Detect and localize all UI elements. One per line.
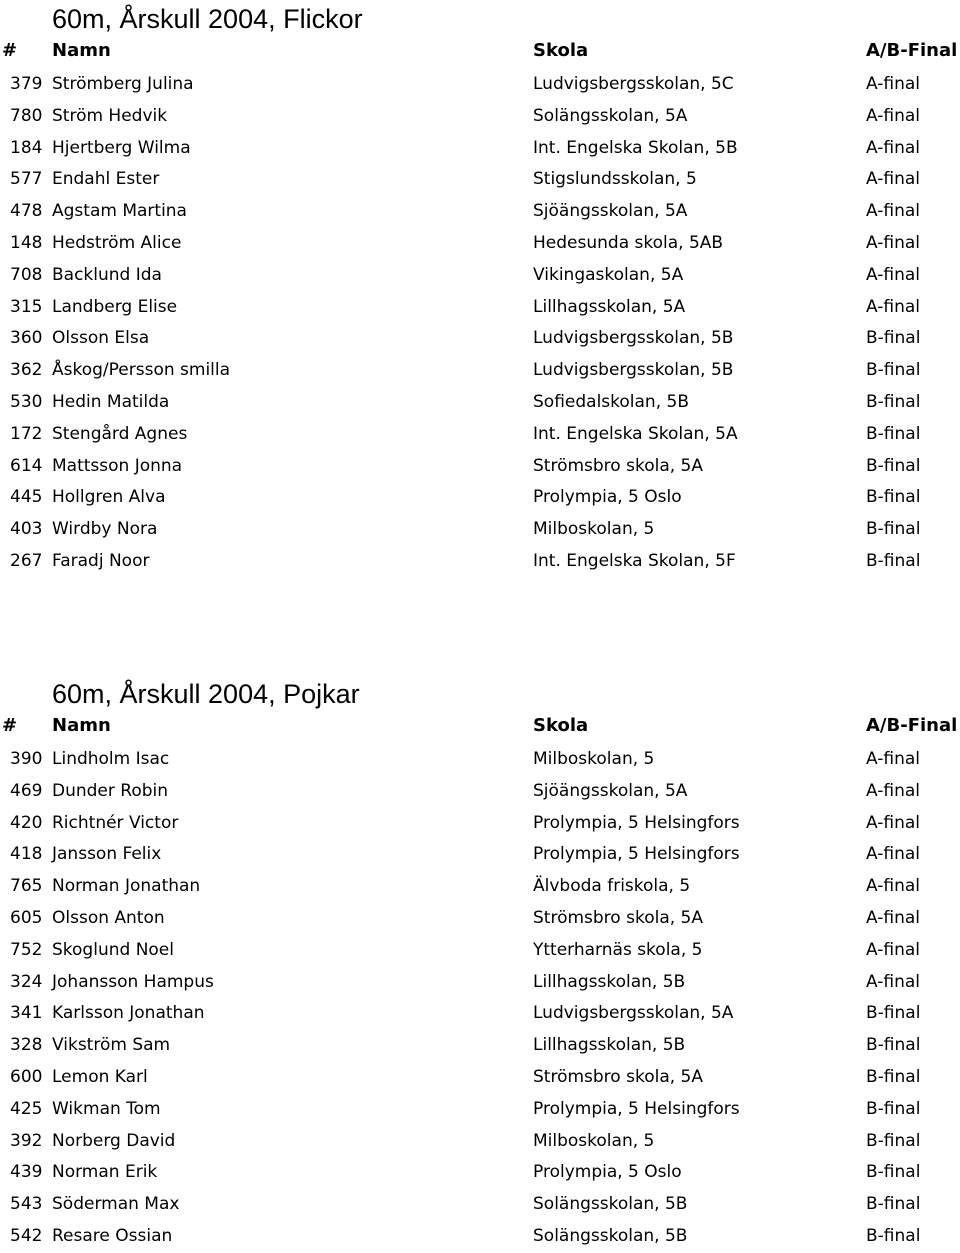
school-name: Prolympia, 5 Helsingfors <box>533 812 740 833</box>
school-name: Milboskolan, 5 <box>533 1130 655 1151</box>
bib-number: 267 <box>10 550 43 571</box>
final-assignment: B-final <box>866 1066 921 1087</box>
header-number: # <box>2 40 18 61</box>
school-name: Strömsbro skola, 5A <box>533 1066 703 1087</box>
athlete-name: Dunder Robin <box>52 780 169 801</box>
final-assignment: B-final <box>866 455 921 476</box>
table-row <box>0 935 960 967</box>
school-name: Älvboda friskola, 5 <box>533 876 691 897</box>
school-name: Lillhagsskolan, 5A <box>533 296 686 317</box>
bib-number: 439 <box>10 1162 43 1183</box>
header-school: Skola <box>533 40 589 61</box>
final-assignment: A-final <box>866 74 921 94</box>
final-assignment: A-final <box>866 780 921 801</box>
final-assignment: A-final <box>866 169 921 190</box>
bib-number: 420 <box>10 812 43 833</box>
bib-number: 172 <box>10 423 43 444</box>
section-title: 60m, Årskull 2004, Pojkar <box>52 679 360 709</box>
final-assignment: B-final <box>866 1003 921 1024</box>
school-name: Ludvigsbergsskolan, 5B <box>533 328 734 349</box>
school-name: Stigslundsskolan, 5 <box>533 169 697 190</box>
athlete-name: Richtnér Victor <box>52 812 179 833</box>
bib-number: 542 <box>10 1225 43 1246</box>
table-row <box>0 514 960 546</box>
athlete-name: Vikström Sam <box>52 1035 171 1056</box>
athlete-name: Lemon Karl <box>52 1066 148 1087</box>
final-assignment: B-final <box>866 423 921 444</box>
final-assignment: B-final <box>866 391 921 412</box>
school-name: Sofiedalskolan, 5B <box>533 391 689 412</box>
athlete-name: Söderman Max <box>52 1194 180 1215</box>
bib-number: 418 <box>10 844 43 865</box>
final-assignment: A-final <box>866 844 921 865</box>
school-name: Vikingaskolan, 5A <box>533 264 684 285</box>
table-row <box>0 1157 960 1189</box>
bib-number: 708 <box>10 264 43 285</box>
final-assignment: A-final <box>866 264 921 285</box>
school-name: Lillhagsskolan, 5B <box>533 971 686 992</box>
bib-number: 478 <box>10 201 43 222</box>
table-row <box>0 101 960 133</box>
table-row <box>0 355 960 387</box>
bib-number: 392 <box>10 1130 43 1151</box>
final-assignment: A-final <box>866 907 921 928</box>
athlete-name: Faradj Noor <box>52 550 150 571</box>
table-row <box>0 1094 960 1126</box>
athlete-name: Wikman Tom <box>52 1098 161 1119</box>
results-table <box>0 69 960 578</box>
final-assignment: A-final <box>866 201 921 222</box>
athlete-name: Hollgren Alva <box>52 487 166 508</box>
bib-number: 379 <box>10 74 43 94</box>
table-row <box>0 164 960 196</box>
school-name: Strömsbro skola, 5A <box>533 455 703 476</box>
final-assignment: B-final <box>866 360 921 381</box>
final-assignment: B-final <box>866 1194 921 1215</box>
header-number: # <box>2 715 18 736</box>
table-row <box>0 1062 960 1094</box>
school-name: Solängsskolan, 5B <box>533 1194 688 1215</box>
bib-number: 543 <box>10 1194 43 1215</box>
bib-number: 362 <box>10 360 43 381</box>
athlete-name: Wirdby Nora <box>52 519 158 540</box>
school-name: Sjöängsskolan, 5A <box>533 201 688 222</box>
bib-number: 425 <box>10 1098 43 1119</box>
bib-number: 577 <box>10 169 43 190</box>
table-row <box>0 1189 960 1221</box>
athlete-name: Stengård Agnes <box>52 423 188 444</box>
school-name: Ludvigsbergsskolan, 5C <box>533 74 734 94</box>
table-row <box>0 903 960 935</box>
table-header <box>0 36 960 66</box>
athlete-name: Karlsson Jonathan <box>52 1003 205 1024</box>
final-assignment: A-final <box>866 749 921 769</box>
final-assignment: B-final <box>866 519 921 540</box>
bib-number: 469 <box>10 780 43 801</box>
school-name: Hedesunda skola, 5AB <box>533 232 724 253</box>
athlete-name: Johansson Hampus <box>52 971 214 992</box>
school-name: Prolympia, 5 Oslo <box>533 487 682 508</box>
bib-number: 765 <box>10 876 43 897</box>
bib-number: 341 <box>10 1003 43 1024</box>
athlete-name: Skoglund Noel <box>52 939 174 960</box>
table-row <box>0 808 960 840</box>
bib-number: 390 <box>10 749 43 769</box>
athlete-name: Hedin Matilda <box>52 391 170 412</box>
table-row <box>0 871 960 903</box>
school-name: Prolympia, 5 Oslo <box>533 1162 682 1183</box>
table-row <box>0 196 960 228</box>
school-name: Prolympia, 5 Helsingfors <box>533 844 740 865</box>
athlete-name: Endahl Ester <box>52 169 160 190</box>
school-name: Strömsbro skola, 5A <box>533 907 703 928</box>
athlete-name: Norman Jonathan <box>52 876 201 897</box>
school-name: Int. Engelska Skolan, 5F <box>533 550 736 571</box>
header-name: Namn <box>52 40 111 61</box>
athlete-name: Lindholm Isac <box>52 749 170 769</box>
final-assignment: A-final <box>866 105 921 126</box>
final-assignment: B-final <box>866 487 921 508</box>
table-row <box>0 1126 960 1158</box>
section-title: 60m, Årskull 2004, Flickor <box>52 4 363 34</box>
school-name: Int. Engelska Skolan, 5B <box>533 137 738 158</box>
table-row <box>0 744 960 776</box>
table-row <box>0 546 960 578</box>
athlete-name: Norman Erik <box>52 1162 158 1183</box>
final-assignment: A-final <box>866 971 921 992</box>
table-row <box>0 419 960 451</box>
results-table <box>0 744 960 1253</box>
final-assignment: B-final <box>866 1098 921 1119</box>
final-assignment: B-final <box>866 1035 921 1056</box>
bib-number: 324 <box>10 971 43 992</box>
table-row <box>0 260 960 292</box>
bib-number: 752 <box>10 939 43 960</box>
bib-number: 360 <box>10 328 43 349</box>
athlete-name: Agstam Martina <box>52 201 187 222</box>
bib-number: 614 <box>10 455 43 476</box>
header-school: Skola <box>533 715 589 736</box>
bib-number: 148 <box>10 232 43 253</box>
school-name: Sjöängsskolan, 5A <box>533 780 688 801</box>
athlete-name: Backlund Ida <box>52 264 162 285</box>
school-name: Ytterharnäs skola, 5 <box>533 939 703 960</box>
school-name: Solängsskolan, 5A <box>533 105 688 126</box>
athlete-name: Åskog/Persson smilla <box>52 360 231 381</box>
school-name: Milboskolan, 5 <box>533 749 655 769</box>
athlete-name: Olsson Elsa <box>52 328 150 349</box>
school-name: Milboskolan, 5 <box>533 519 655 540</box>
final-assignment: B-final <box>866 550 921 571</box>
athlete-name: Norberg David <box>52 1130 176 1151</box>
athlete-name: Mattsson Jonna <box>52 455 183 476</box>
table-row <box>0 482 960 514</box>
table-row <box>0 967 960 999</box>
table-row <box>0 1030 960 1062</box>
table-row <box>0 69 960 101</box>
athlete-name: Hjertberg Wilma <box>52 137 191 158</box>
school-name: Ludvigsbergsskolan, 5B <box>533 360 734 381</box>
table-row <box>0 323 960 355</box>
athlete-name: Jansson Felix <box>52 844 162 865</box>
final-assignment: A-final <box>866 939 921 960</box>
bib-number: 780 <box>10 105 43 126</box>
table-header <box>0 711 960 741</box>
bib-number: 328 <box>10 1035 43 1056</box>
final-assignment: B-final <box>866 1130 921 1151</box>
table-row <box>0 839 960 871</box>
header-final: A/B-Final <box>866 715 958 736</box>
bib-number: 600 <box>10 1066 43 1087</box>
athlete-name: Ström Hedvik <box>52 105 168 126</box>
bib-number: 445 <box>10 487 43 508</box>
table-row <box>0 998 960 1030</box>
table-row <box>0 387 960 419</box>
bib-number: 403 <box>10 519 43 540</box>
athlete-name: Hedström Alice <box>52 232 182 253</box>
table-row <box>0 1221 960 1253</box>
table-row <box>0 292 960 324</box>
final-assignment: A-final <box>866 812 921 833</box>
athlete-name: Strömberg Julina <box>52 74 194 94</box>
table-row <box>0 776 960 808</box>
final-assignment: B-final <box>866 1225 921 1246</box>
athlete-name: Landberg Elise <box>52 296 178 317</box>
final-assignment: A-final <box>866 876 921 897</box>
bib-number: 605 <box>10 907 43 928</box>
school-name: Lillhagsskolan, 5B <box>533 1035 686 1056</box>
bib-number: 184 <box>10 137 43 158</box>
school-name: Int. Engelska Skolan, 5A <box>533 423 738 444</box>
table-row <box>0 228 960 260</box>
final-assignment: A-final <box>866 232 921 253</box>
school-name: Ludvigsbergsskolan, 5A <box>533 1003 734 1024</box>
bib-number: 315 <box>10 296 43 317</box>
bib-number: 530 <box>10 391 43 412</box>
school-name: Solängsskolan, 5B <box>533 1225 688 1246</box>
header-final: A/B-Final <box>866 40 958 61</box>
final-assignment: A-final <box>866 296 921 317</box>
school-name: Prolympia, 5 Helsingfors <box>533 1098 740 1119</box>
table-row <box>0 133 960 165</box>
athlete-name: Olsson Anton <box>52 907 165 928</box>
athlete-name: Resare Ossian <box>52 1225 173 1246</box>
table-row <box>0 451 960 483</box>
final-assignment: B-final <box>866 1162 921 1183</box>
header-name: Namn <box>52 715 111 736</box>
final-assignment: A-final <box>866 137 921 158</box>
final-assignment: B-final <box>866 328 921 349</box>
